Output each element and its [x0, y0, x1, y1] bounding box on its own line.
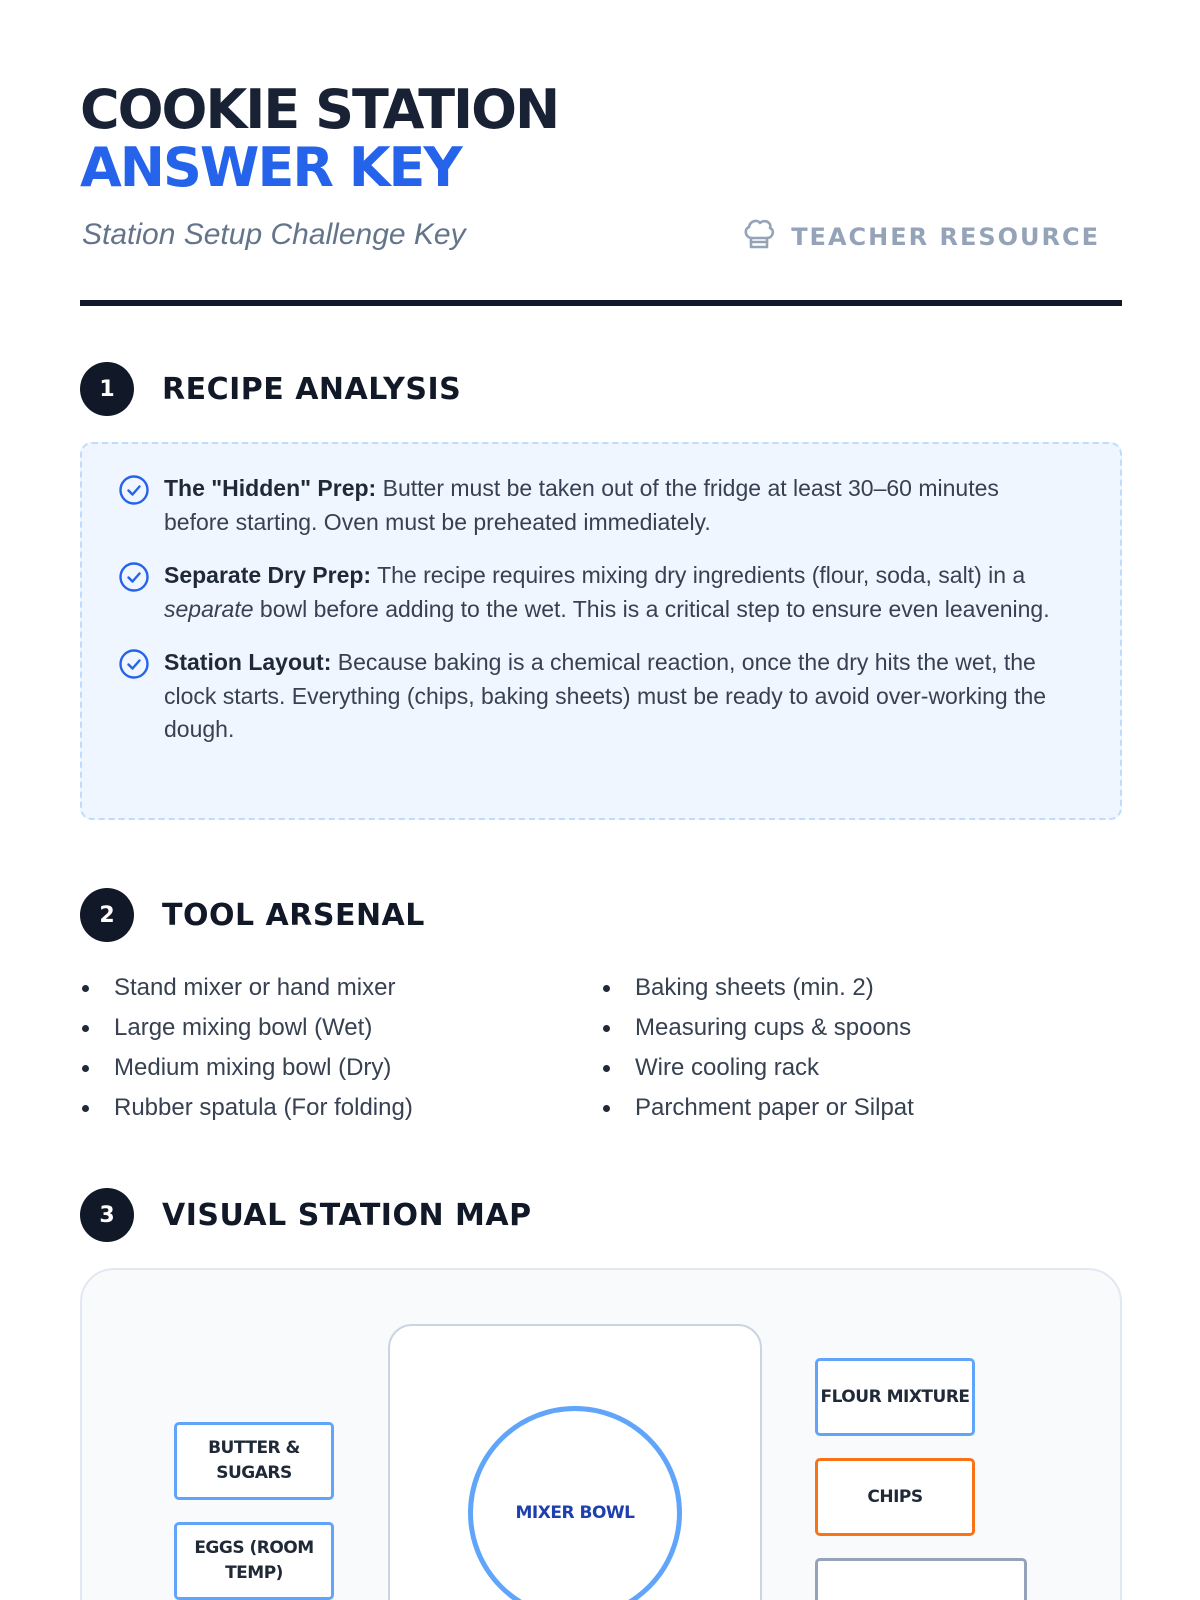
analysis-item-label: Station Layout:: [164, 649, 332, 675]
station-tile-flour-mixture: FLOUR MIXTURE: [815, 1358, 975, 1436]
analysis-item: [118, 646, 1070, 747]
analysis-item-text: Station Layout: Because baking is a chemical reaction, once the dry hits the wet, the clock starts. Everything (chips, baking sheets) must be ready to avoid over-working the dough.: [164, 649, 1047, 742]
title-line-2: ANSWER KEY: [80, 136, 461, 199]
tool-list: [80, 968, 1122, 1128]
section-number: 1: [80, 362, 134, 416]
tool-item: Rubber spatula (For folding): [80, 1088, 601, 1128]
station-tile-eggs: EGGS (ROOM TEMP): [174, 1522, 334, 1600]
section-number: 3: [80, 1188, 134, 1242]
section-visual-station-map: [80, 1188, 532, 1242]
section-number: 2: [80, 888, 134, 942]
check-circle-icon: [118, 648, 150, 680]
station-tile-butter-sugars: BUTTER & SUGARS: [174, 1422, 334, 1500]
tool-list-right: [601, 968, 1122, 1128]
check-circle-icon: [118, 561, 150, 593]
section-tool-arsenal: [80, 888, 425, 942]
emphasis-text: separate: [164, 595, 254, 622]
station-tile-chips: CHIPS: [815, 1458, 975, 1536]
section-recipe-analysis: [80, 362, 461, 416]
analysis-item-text: The "Hidden" Prep: Butter must be taken out of the fridge at least 30–60 minutes before starting. Oven must be preheated immediately.: [164, 475, 999, 535]
recipe-analysis-box: [80, 442, 1122, 820]
header-divider: [80, 300, 1122, 306]
tool-item: Stand mixer or hand mixer: [80, 968, 601, 1008]
station-tile: [815, 1558, 1027, 1600]
tool-item: Baking sheets (min. 2): [601, 968, 1122, 1008]
section-title: RECIPE ANALYSIS: [162, 371, 462, 407]
title-line-1: COOKIE STATION: [80, 78, 559, 141]
tool-item: Measuring cups & spoons: [601, 1008, 1122, 1048]
section-title: VISUAL STATION MAP: [162, 1197, 532, 1233]
section-title: TOOL ARSENAL: [162, 897, 425, 933]
analysis-item: [118, 472, 1070, 539]
analysis-item: [118, 559, 1070, 626]
check-circle-icon: [118, 474, 150, 506]
chef-hat-icon: [741, 216, 777, 257]
mixer-bowl-label: MIXER BOWL: [515, 1503, 635, 1523]
analysis-item-label: Separate Dry Prep:: [164, 562, 372, 588]
teacher-resource-label: TEACHER RESOURCE: [791, 222, 1100, 251]
teacher-resource-badge: [741, 216, 1100, 257]
tool-item: Parchment paper or Silpat: [601, 1088, 1122, 1128]
tool-item: Wire cooling rack: [601, 1048, 1122, 1088]
tool-list-left: [80, 968, 601, 1128]
analysis-item-text: Separate Dry Prep: The recipe requires mixing dry ingredients (flour, soda, salt) in a separate bowl before adding to the wet. This is a critical step to ensure even leavening.: [164, 562, 1050, 622]
page-subtitle: Station Setup Challenge Key: [82, 218, 466, 251]
tool-item: Medium mixing bowl (Dry): [80, 1048, 601, 1088]
analysis-item-label: The "Hidden" Prep:: [164, 475, 377, 501]
tool-item: Large mixing bowl (Wet): [80, 1008, 601, 1048]
